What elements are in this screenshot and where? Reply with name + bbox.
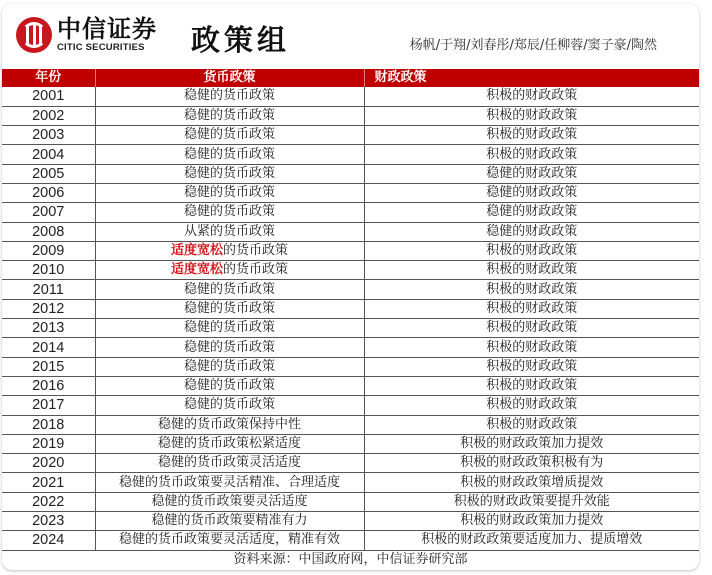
- monetary-policy-cell: [95, 376, 364, 395]
- monetary-policy-cell: [95, 261, 364, 280]
- year-cell: 2011: [2, 280, 95, 299]
- table-row: [2, 183, 699, 202]
- monetary-text: 稳健的货币政策要灵活适度: [151, 493, 308, 509]
- year-cell: 2007: [2, 203, 95, 222]
- monetary-policy-cell: [95, 203, 364, 222]
- source-note: 资料来源：中国政府网，中信证券研究部: [233, 551, 468, 567]
- monetary-policy-cell: [95, 87, 364, 106]
- fiscal-policy-cell: 积极的财政政策: [364, 299, 699, 318]
- monetary-text: 稳健的货币政策: [183, 204, 275, 220]
- year-cell: 2017: [2, 396, 95, 415]
- table-row: [2, 106, 699, 125]
- monetary-text: 的货币政策: [223, 262, 289, 278]
- table-row: [2, 357, 699, 376]
- year-cell: 2008: [2, 222, 95, 241]
- table-row: [2, 415, 699, 434]
- monetary-policy-cell: [95, 126, 364, 145]
- fiscal-policy-cell: 积极的财政政策: [364, 241, 699, 260]
- fiscal-policy-cell: 积极的财政政策: [364, 87, 699, 106]
- year-cell: 2006: [2, 183, 95, 202]
- policy-table: [2, 69, 699, 569]
- table-row: [2, 454, 699, 473]
- authors: 杨帆/于翔/刘春彤/郑辰/任柳蓉/窦子豪/陶然: [409, 38, 657, 53]
- column-header-year: 年份: [2, 69, 95, 87]
- monetary-text: 稳健的货币政策: [183, 146, 275, 162]
- table-row: [2, 531, 699, 550]
- fiscal-policy-cell: 积极的财政政策: [364, 415, 699, 434]
- monetary-text: 稳健的货币政策: [183, 107, 275, 123]
- monetary-text: 稳健的货币政策: [183, 165, 275, 181]
- monetary-text: 稳健的货币政策要精准有力: [151, 513, 308, 529]
- monetary-text: 稳健的货币政策要灵活精准、合理适度: [118, 474, 340, 490]
- group-title: 政策组: [191, 23, 291, 57]
- monetary-policy-cell: [95, 473, 364, 492]
- monetary-policy-cell: [95, 319, 364, 338]
- table-row: [2, 222, 699, 241]
- monetary-text: 稳健的货币政策要灵活适度，精准有效: [118, 532, 340, 548]
- fiscal-policy-cell: 积极的财政政策: [364, 376, 699, 395]
- year-cell: 2014: [2, 338, 95, 357]
- fiscal-policy-cell: 积极的财政政策: [364, 261, 699, 280]
- fiscal-policy-cell: 积极的财政政策要提升效能: [364, 492, 699, 511]
- monetary-policy-cell: [95, 396, 364, 415]
- citic-emblem-icon: [16, 17, 52, 53]
- table-row: [2, 319, 699, 338]
- monetary-policy-cell: [95, 241, 364, 260]
- table-row: [2, 299, 699, 318]
- table-row: [2, 376, 699, 395]
- report-header: [2, 4, 699, 69]
- citic-logo: [16, 16, 157, 53]
- monetary-highlight: 适度宽松: [170, 243, 223, 259]
- monetary-text: 稳健的货币政策: [183, 127, 275, 143]
- fiscal-policy-cell: 积极的财政政策: [364, 357, 699, 376]
- column-header-fiscal: 财政政策: [364, 69, 699, 87]
- year-cell: 2024: [2, 531, 95, 550]
- monetary-policy-cell: [95, 531, 364, 550]
- year-cell: 2022: [2, 492, 95, 511]
- monetary-policy-cell: [95, 145, 364, 164]
- policy-card: [2, 4, 699, 570]
- fiscal-policy-cell: 积极的财政政策: [364, 338, 699, 357]
- year-cell: 2020: [2, 454, 95, 473]
- fiscal-policy-cell: 积极的财政政策要适度加力、提质增效: [364, 531, 699, 550]
- monetary-text: 稳健的货币政策灵活适度: [157, 455, 301, 471]
- fiscal-policy-cell: 稳健的财政政策: [364, 164, 699, 183]
- fiscal-policy-cell: 积极的财政政策: [364, 145, 699, 164]
- year-cell: 2018: [2, 415, 95, 434]
- year-cell: 2021: [2, 473, 95, 492]
- monetary-text: 稳健的货币政策: [183, 88, 275, 104]
- year-cell: 2013: [2, 319, 95, 338]
- monetary-policy-cell: [95, 164, 364, 183]
- monetary-highlight: 适度宽松: [170, 262, 223, 278]
- table-row: [2, 434, 699, 453]
- year-cell: 2003: [2, 126, 95, 145]
- year-cell: 2004: [2, 145, 95, 164]
- table-row: [2, 261, 699, 280]
- year-cell: 2016: [2, 376, 95, 395]
- monetary-text: 的货币政策: [223, 243, 289, 259]
- monetary-text: 稳健的货币政策: [183, 358, 275, 374]
- year-cell: 2012: [2, 299, 95, 318]
- monetary-text: 稳健的货币政策: [183, 320, 275, 336]
- brand-name-en: CITIC SECURITIES: [57, 42, 145, 53]
- table-row: [2, 87, 699, 106]
- fiscal-policy-cell: 积极的财政政策: [364, 280, 699, 299]
- year-cell: 2002: [2, 106, 95, 125]
- fiscal-policy-cell: 积极的财政政策: [364, 396, 699, 415]
- monetary-policy-cell: [95, 434, 364, 453]
- monetary-policy-cell: [95, 280, 364, 299]
- fiscal-policy-cell: 稳健的财政政策: [364, 222, 699, 241]
- table-row: [2, 241, 699, 260]
- fiscal-policy-cell: 积极的财政政策积极有为: [364, 454, 699, 473]
- fiscal-policy-cell: 积极的财政政策: [364, 106, 699, 125]
- fiscal-policy-cell: 稳健的财政政策: [364, 183, 699, 202]
- monetary-policy-cell: [95, 106, 364, 125]
- column-header-monetary: 货币政策: [95, 69, 364, 87]
- fiscal-policy-cell: 积极的财政政策加力提效: [364, 512, 699, 531]
- monetary-policy-cell: [95, 415, 364, 434]
- fiscal-policy-cell: 稳健的财政政策: [364, 203, 699, 222]
- monetary-text: 稳健的货币政策: [183, 300, 275, 316]
- monetary-policy-cell: [95, 357, 364, 376]
- table-header-row: [2, 69, 699, 87]
- monetary-policy-cell: [95, 492, 364, 511]
- fiscal-policy-cell: 积极的财政政策: [364, 126, 699, 145]
- table-row: [2, 492, 699, 511]
- table-row: [2, 280, 699, 299]
- year-cell: 2015: [2, 357, 95, 376]
- monetary-text: 稳健的货币政策保持中性: [157, 416, 301, 432]
- year-cell: 2019: [2, 434, 95, 453]
- table-row: [2, 396, 699, 415]
- monetary-text: 稳健的货币政策松紧适度: [157, 435, 301, 451]
- monetary-policy-cell: [95, 454, 364, 473]
- brand-name-cn: 中信证券: [57, 15, 157, 43]
- fiscal-policy-cell: 积极的财政政策增质提效: [364, 473, 699, 492]
- monetary-policy-cell: [95, 338, 364, 357]
- fiscal-policy-cell: 积极的财政政策: [364, 319, 699, 338]
- year-cell: 2001: [2, 87, 95, 106]
- monetary-policy-cell: [95, 183, 364, 202]
- table-row: [2, 203, 699, 222]
- table-row: [2, 512, 699, 531]
- table-row: [2, 145, 699, 164]
- monetary-policy-cell: [95, 512, 364, 531]
- monetary-text: 稳健的货币政策: [183, 185, 275, 201]
- monetary-policy-cell: [95, 299, 364, 318]
- year-cell: 2005: [2, 164, 95, 183]
- monetary-text: 稳健的货币政策: [183, 339, 275, 355]
- year-cell: 2023: [2, 512, 95, 531]
- fiscal-policy-cell: 积极的财政政策加力提效: [364, 434, 699, 453]
- year-cell: 2009: [2, 241, 95, 260]
- table-row: [2, 164, 699, 183]
- monetary-text: 稳健的货币政策: [183, 397, 275, 413]
- monetary-policy-cell: [95, 222, 364, 241]
- monetary-text: 稳健的货币政策: [183, 281, 275, 297]
- monetary-text: 稳健的货币政策: [183, 378, 275, 394]
- table-row: [2, 126, 699, 145]
- source-row: [2, 550, 699, 569]
- monetary-text: 从紧的货币政策: [183, 223, 275, 239]
- table-row: [2, 473, 699, 492]
- table-row: [2, 338, 699, 357]
- year-cell: 2010: [2, 261, 95, 280]
